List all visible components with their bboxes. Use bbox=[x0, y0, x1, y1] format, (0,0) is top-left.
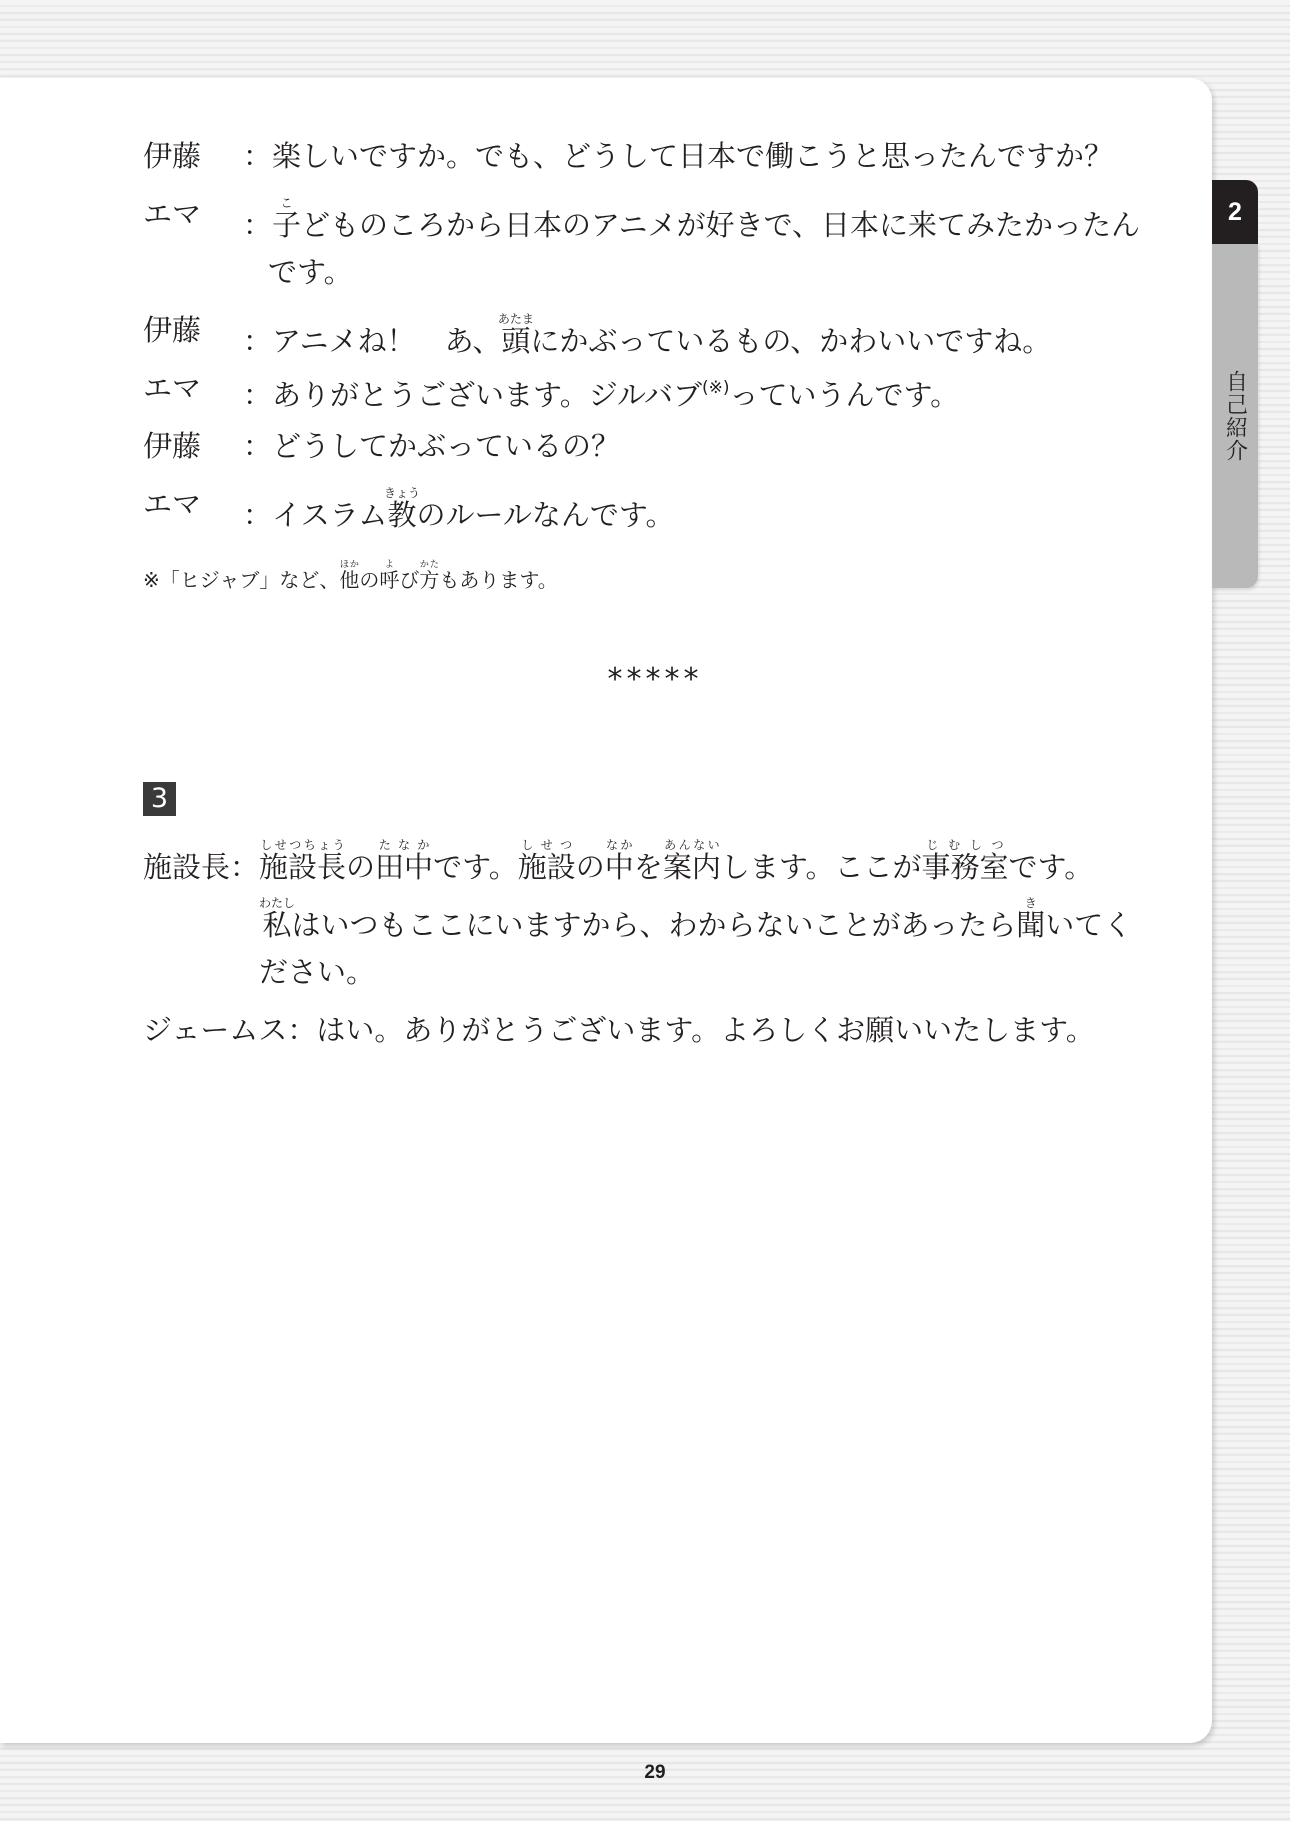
dialogue-text: ：子こどものころから日本のアニメが好きで、日本に来てみたかったん bbox=[243, 196, 1141, 242]
speaker-name: エマ bbox=[143, 371, 202, 405]
dialogue-text: ：どうしてかぶっているの？ bbox=[243, 429, 621, 463]
dialogue-text: ：アニメね！ あ、頭あたまにかぶっているもの、かわいいですね。 bbox=[243, 312, 1052, 358]
dialogue-continuation: です。 bbox=[268, 255, 353, 289]
dialogue-continuation: ださい。 bbox=[259, 955, 376, 989]
speaker-name: 伊藤 bbox=[143, 313, 202, 347]
dialogue-text: ：楽しいですか。でも、どうして日本で働こうと思ったんですか？ bbox=[243, 139, 1114, 173]
speaker-name: ジェームス： bbox=[143, 1013, 317, 1047]
section-number-badge: 3 bbox=[143, 782, 176, 816]
section-separator: ***** bbox=[607, 662, 703, 697]
footnote: ※「ヒジャブ」など、他ほかの呼よび方かたもあります。 bbox=[143, 560, 558, 592]
chapter-title-tab bbox=[1212, 244, 1258, 588]
footnote-mark: (※) bbox=[701, 378, 730, 398]
dialogue-text: ：イスラム教きょうのルールなんです。 bbox=[243, 486, 675, 532]
speaker-name: エマ bbox=[143, 197, 202, 231]
dialogue-text: 施設長しせつちょうの田中たなかです。施設しせつの中なかを案内あんないします。ここが事務室じむしつです。 bbox=[259, 838, 1094, 884]
speaker-name: エマ bbox=[143, 487, 202, 521]
chapter-number-tab: 2 bbox=[1212, 180, 1258, 244]
dialogue-line bbox=[143, 838, 1093, 885]
speaker-name: 施設長： bbox=[143, 850, 260, 884]
page-number: 29 bbox=[644, 1762, 666, 1783]
dialogue-text: はい。ありがとうございます。よろしくお願いいたします。 bbox=[316, 1013, 1095, 1047]
chapter-title: 自己紹介 bbox=[1222, 370, 1248, 462]
dialogue-text: ：ありがとうございます。ジルバブ(※)っていうんです。 bbox=[243, 378, 960, 412]
speaker-name: 伊藤 bbox=[143, 139, 202, 173]
dialogue-continuation: 私わたしはいつもここにいますから、わからないことがあったら聞きいてく bbox=[259, 896, 1133, 942]
speaker-name: 伊藤 bbox=[143, 429, 202, 463]
dialogue-line bbox=[143, 1012, 1095, 1048]
